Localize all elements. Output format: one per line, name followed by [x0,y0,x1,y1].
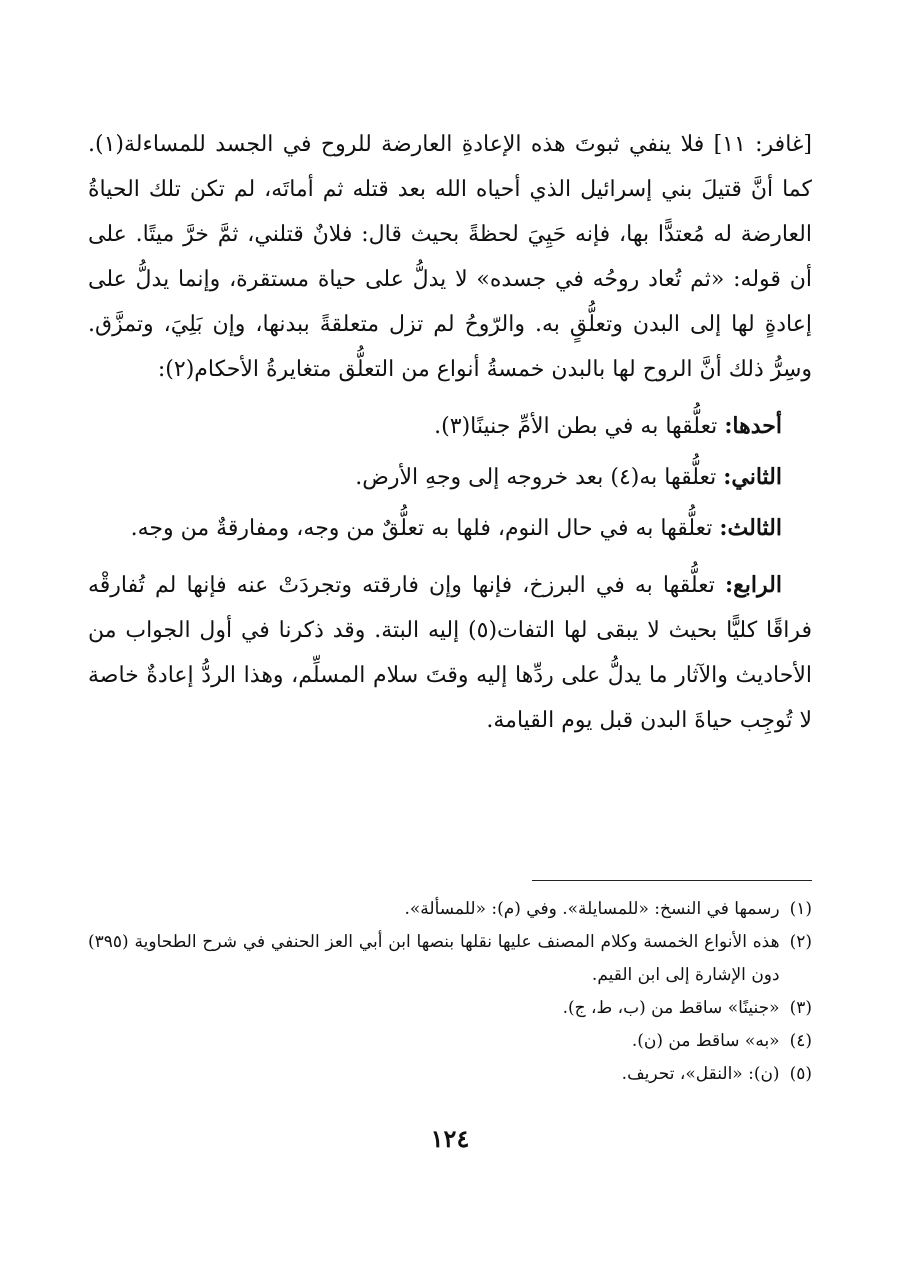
footnote-separator [532,880,812,881]
item-text: تعلُّقها به(٤) بعد خروجه إلى وجهِ الأرض. [355,465,724,490]
footnote [88,926,812,992]
main-text [88,122,812,743]
footnote-text: «به» ساقط من (ن). [631,1031,780,1051]
item-lead: الثالث: [719,515,782,541]
list-item-first [88,404,812,449]
footnote-text: هذه الأنواع الخمسة وكلام المصنف عليها نقلها بنصها ابن أبي العز الحنفي في شرح الطحاوية (٣٩٥) دون الإشارة إلى ابن القيم. [88,932,780,985]
footnote-number: (٣) [789,998,812,1018]
paragraph-opening: [غافر: ١١] فلا ينفي ثبوتَ هذه الإعادةِ العارضة للروح في الجسد للمساءلة(١). كما أنَّ قتيلَ بني إسرائيل الذي أحياه الله بعد قتله ثم أماتَه، لم تكن تلك الحياةُ العارضة له مُعتدًّا بها، فإنه حَيِيَ لحظةً بحيث قال: فلانٌ قتلني، ثمَّ خرَّ ميتًا. على أن قوله: «ثم تُعاد روحُه في جسده» لا يدلُّ على حياة مستقرة، وإنما يدلُّ على إعادةٍ لها إلى البدن وتعلُّقٍ به. والرّوحُ لم تزل متعلقةً ببدنها، وإن بَلِيَ، وتمزَّق. وسِرُّ ذلك أنَّ الروح لها بالبدن خمسةُ أنواع من التعلُّق متغايرةُ الأحكام(٢): [88,132,812,382]
footnote-text: (ن): «النقل»، تحريف. [621,1064,780,1084]
footnote [88,1058,812,1091]
list-item-second [88,455,812,500]
item-lead: الرابع: [724,572,782,598]
footnote-number: (١) [789,899,812,919]
item-lead: الثاني: [723,464,782,490]
footnote [88,992,812,1025]
item-lead: أحدها: [724,413,782,439]
footnote-number: (٢) [789,932,812,952]
footnote-text: رسمها في النسخ: «للمسايلة». وفي (م): «للمسألة». [404,899,780,919]
page-number: ١٢٤ [430,1124,470,1153]
footnote-number: (٤) [789,1031,812,1051]
item-text: تعلُّقها به في البرزخ، فإنها وإن فارقته وتجردَتْ عنه فإنها لم تُفارقْه فراقًا كليًّا بحيث لا يبقى لها التفات(٥) إليه البتة. وقد ذكرنا في أول الجواب من الأحاديث والآثار ما يدلُّ على ردِّها إليه وقتَ سلام المسلِّم، وهذا الردُّ إعادةٌ خاصة لا تُوجِب حياةَ البدن قبل يوم القيامة. [88,573,812,733]
footnotes [88,893,812,1091]
footnote-text: «جنينًا» ساقط من (ب، ط، ج). [562,998,780,1018]
list-item-third [88,506,812,551]
footnote-number: (٥) [789,1064,812,1084]
footnote [88,893,812,926]
item-text: تعلُّقها به في بطن الأمِّ جنينًا(٣). [434,414,725,439]
footnote [88,1025,812,1058]
list-item-fourth [88,563,812,743]
item-text: تعلُّقها به في حال النوم، فلها به تعلُّقٌ من وجه، ومفارقةٌ من وجه. [130,516,720,541]
